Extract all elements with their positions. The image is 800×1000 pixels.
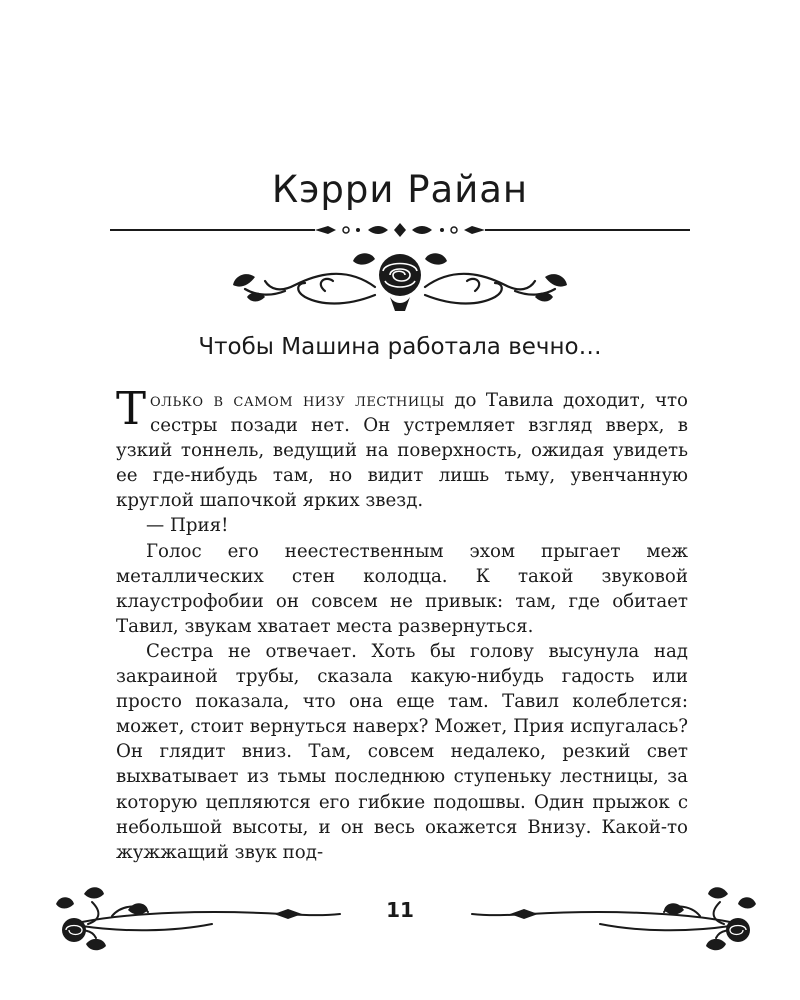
smallcaps-lead: олько в самом низу лестницы [150, 390, 445, 411]
drop-cap: Т [116, 382, 147, 435]
paragraph-2: — Прия! [146, 515, 229, 537]
paragraph-1 [116, 382, 688, 513]
rose-vine-right-icon [470, 882, 760, 954]
ornamental-line-icon [110, 218, 690, 242]
paragraph-1-text: до Тавила доходит, что сестры позади нет. Он устремляет взгляд вверх, в узкий тоннель, ведущий на поверхность, ожидая увидеть ее где-нибудь там, но видит лишь тьму, увенчанную круглой шапочкой ярких звезд. [116, 390, 688, 512]
rose-flourish-icon [225, 245, 575, 315]
paragraph-4: Сестра не отвечает. Хоть бы голову высунула над закраиной трубы, сказала какую-нибудь гадость или просто показала, что она еще там. Тавил колеблется: может, стоит вернуться наверх? Может, Прия испугалась? Он глядит вниз. Там, совсем недалеко, резкий свет выхватывает из тьмы последнюю ступеньку лестницы, за которую цепляются его гибкие подошвы. Один прыжок с небольшой высоты, и он весь окажется Внизу. Какой-то жужжащий звук под- [116, 640, 688, 863]
rose-vine-left-icon [52, 882, 342, 954]
page-number: 11 [386, 898, 414, 922]
body-text [116, 382, 688, 865]
paragraph-3: Голос его неестественным эхом прыгает меж металлических стен колодца. К такой звуковой клаустрофобии он совсем не привык: там, где обитает Тавил, звукам хватает места развернуться. [116, 540, 688, 637]
author-name: Кэрри Райан [271, 168, 529, 211]
chapter-title: Чтобы Машина работала вечно… [198, 334, 602, 360]
